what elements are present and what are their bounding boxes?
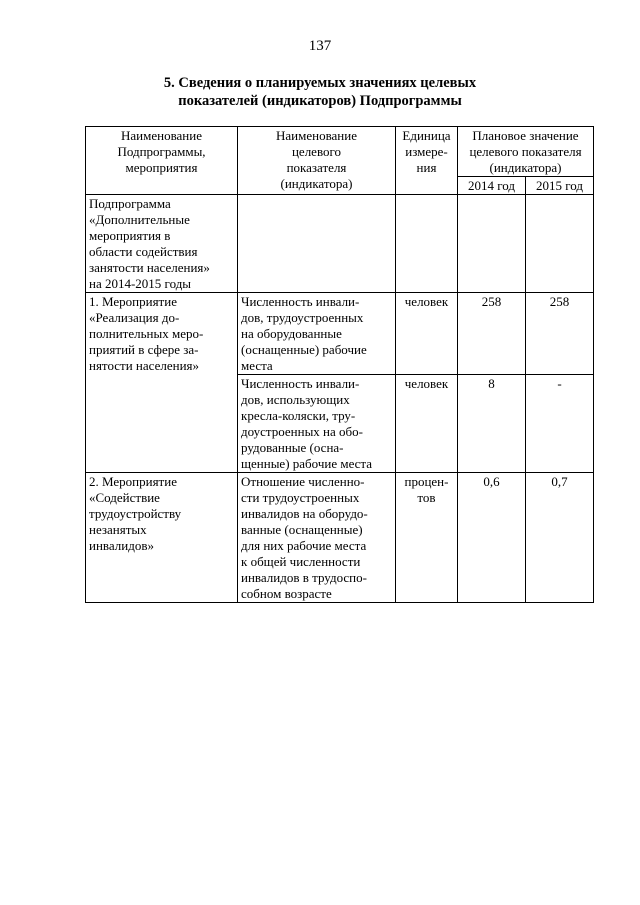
activity1-name: 1. Мероприятие «Реализация до- полнительных меро- приятий в сфере за- нятости населения» (86, 293, 238, 473)
indicator-unit: процен- тов (396, 473, 458, 603)
header-subprogram: Наименование Подпрограммы, мероприятия (86, 127, 238, 195)
header-year-2015: 2015 год (526, 177, 594, 195)
subprogram-row (86, 195, 594, 293)
indicators-table (85, 126, 594, 603)
header-row (86, 127, 594, 177)
value-2015: 0,7 (526, 473, 594, 603)
value-2014: 8 (458, 375, 526, 473)
header-indicator: Наименование целевого показателя (индикатора) (238, 127, 396, 195)
table-row (86, 473, 594, 603)
empty-cell (238, 195, 396, 293)
indicator-name: Численность инвали- дов, использующих кресла-коляски, тру- доустроенных на обо- рудованные (осна- щенные) рабочие места (238, 375, 396, 473)
subprogram-name: Подпрограмма «Дополнительные мероприятия в области содействия занятости населения» на 2014-2015 годы (86, 195, 238, 293)
value-2015: - (526, 375, 594, 473)
empty-cell (526, 195, 594, 293)
indicator-unit: человек (396, 375, 458, 473)
section-title-line2: показателей (индикаторов) Подпрограммы (178, 93, 462, 109)
header-planned-value: Плановое значение целевого показателя (индикатора) (458, 127, 594, 177)
section-title-line1: 5. Сведения о планируемых значениях целевых (163, 75, 477, 91)
value-2015: 258 (526, 293, 594, 375)
header-unit: Единица измере- ния (396, 127, 458, 195)
page-number: 137 (308, 38, 332, 54)
section-title (100, 74, 540, 110)
value-2014: 0,6 (458, 473, 526, 603)
empty-cell (458, 195, 526, 293)
indicator-unit: человек (396, 293, 458, 375)
table-row (86, 293, 594, 375)
header-year-2014: 2014 год (458, 177, 526, 195)
empty-cell (396, 195, 458, 293)
activity2-name: 2. Мероприятие «Содействие трудоустройству незанятых инвалидов» (86, 473, 238, 603)
indicator-name: Отношение численно- сти трудоустроенных инвалидов на оборудо- ванные (оснащенные) для них рабочие места к общей численности инвалидов в трудоспо- собном возрасте (238, 473, 396, 603)
value-2014: 258 (458, 293, 526, 375)
indicator-name: Численность инвали- дов, трудоустроенных на оборудованные (оснащенные) рабочие места (238, 293, 396, 375)
